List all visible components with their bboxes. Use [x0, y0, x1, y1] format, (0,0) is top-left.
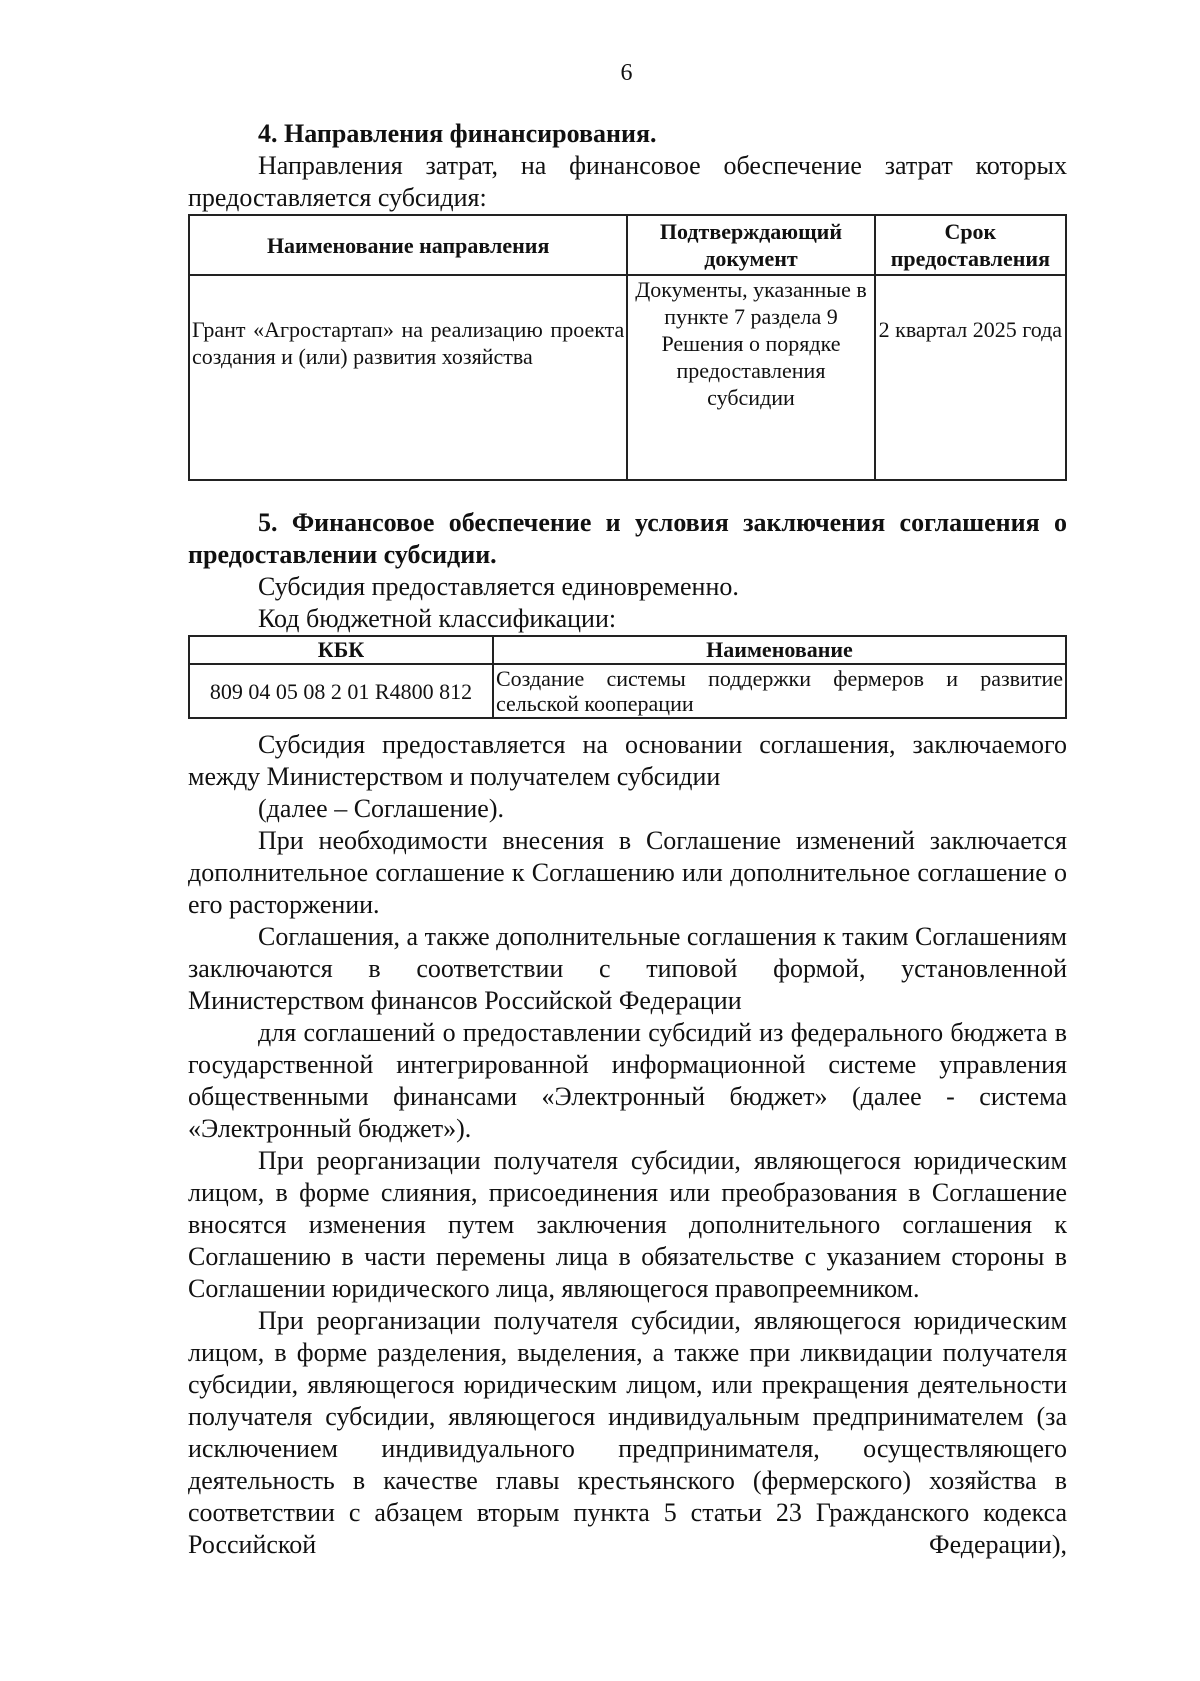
table-cell: Грант «Агростартап» на реализацию проекта создания и (или) развития хозяйства: [189, 275, 627, 480]
paragraph: для соглашений о предоставлении субсидий из федерального бюджета в государственной интегрированной информационной системе управления общественными финансами «Электронный бюджет» (далее - система «Электронный бюджет»).: [188, 1018, 1067, 1143]
paragraph: Субсидия предоставляется единовременно.: [258, 572, 739, 601]
paragraph: При реорганизации получателя субсидии, являющегося юридическим лицом, в форме слияния, присоединения или преобразования в Соглашение вносятся изменения путем заключения дополнительного соглашения к Соглашению в части перемены лица в обязательстве с указанием стороны в Соглашении юридического лица, являющегося правопреемником.: [188, 1146, 1067, 1303]
table-header-cell: Срок предоставления: [875, 215, 1066, 275]
section-5-heading: 5. Финансовое обеспечение и условия заключения соглашения о предоставлении субсидии.: [188, 508, 1067, 569]
paragraph: При реорганизации получателя субсидии, являющегося юридическим лицом, в форме разделения, выделения, а также при ликвидации получателя субсидии, являющегося юридическим лицом, или прекращения деятельности получателя субсидии, являющегося индивидуальным предпринимателем (за исключением индивидуального предпринимателя, осуществляющего деятельность в качестве главы крестьянского (фермерского) хозяйства в соответствии с абзацем вторым пункта 5 статьи 23 Гражданского кодекса Российской Федерации),: [188, 1306, 1067, 1559]
funding-directions-table: [188, 214, 1067, 481]
table-header-cell: Наименование направления: [189, 215, 627, 275]
table-header-row: [189, 215, 1066, 275]
table-cell: 809 04 05 08 2 01 R4800 812: [189, 664, 493, 718]
paragraph: Субсидия предоставляется на основании соглашения, заключаемого между Министерством и получателем субсидии: [188, 730, 1067, 791]
section-4-heading: 4. Направления финансирования.: [258, 119, 657, 148]
table-cell: 2 квартал 2025 года: [875, 275, 1066, 480]
table-row: [189, 664, 1066, 718]
table-row: [189, 275, 1066, 480]
document-body: [188, 118, 1067, 1561]
table-cell: Создание системы поддержки фермеров и развитие сельской кооперации: [493, 664, 1066, 718]
table-header-row: [189, 636, 1066, 664]
paragraph: При необходимости внесения в Соглашение изменений заключается дополнительное соглашение к Соглашению или дополнительное соглашение о его расторжении.: [188, 826, 1067, 919]
table-cell: Документы, указанные в пункте 7 раздела 9 Решения о порядке предоставления субсидии: [627, 275, 874, 480]
paragraph: Код бюджетной классификации:: [258, 604, 617, 633]
paragraph: (далее – Соглашение).: [258, 794, 504, 823]
budget-classification-table: [188, 635, 1067, 719]
section-4-intro: Направления затрат, на финансовое обеспечение затрат которых предоставляется субсидия:: [188, 151, 1067, 212]
table-header-cell: Наименование: [493, 636, 1066, 664]
table-header-cell: КБК: [189, 636, 493, 664]
page-number: 6: [620, 60, 633, 86]
table-header-cell: Подтверждающий документ: [627, 215, 874, 275]
paragraph: Соглашения, а также дополнительные соглашения к таким Соглашениям заключаются в соответствии с типовой формой, установленной Министерством финансов Российской Федерации: [188, 922, 1067, 1015]
